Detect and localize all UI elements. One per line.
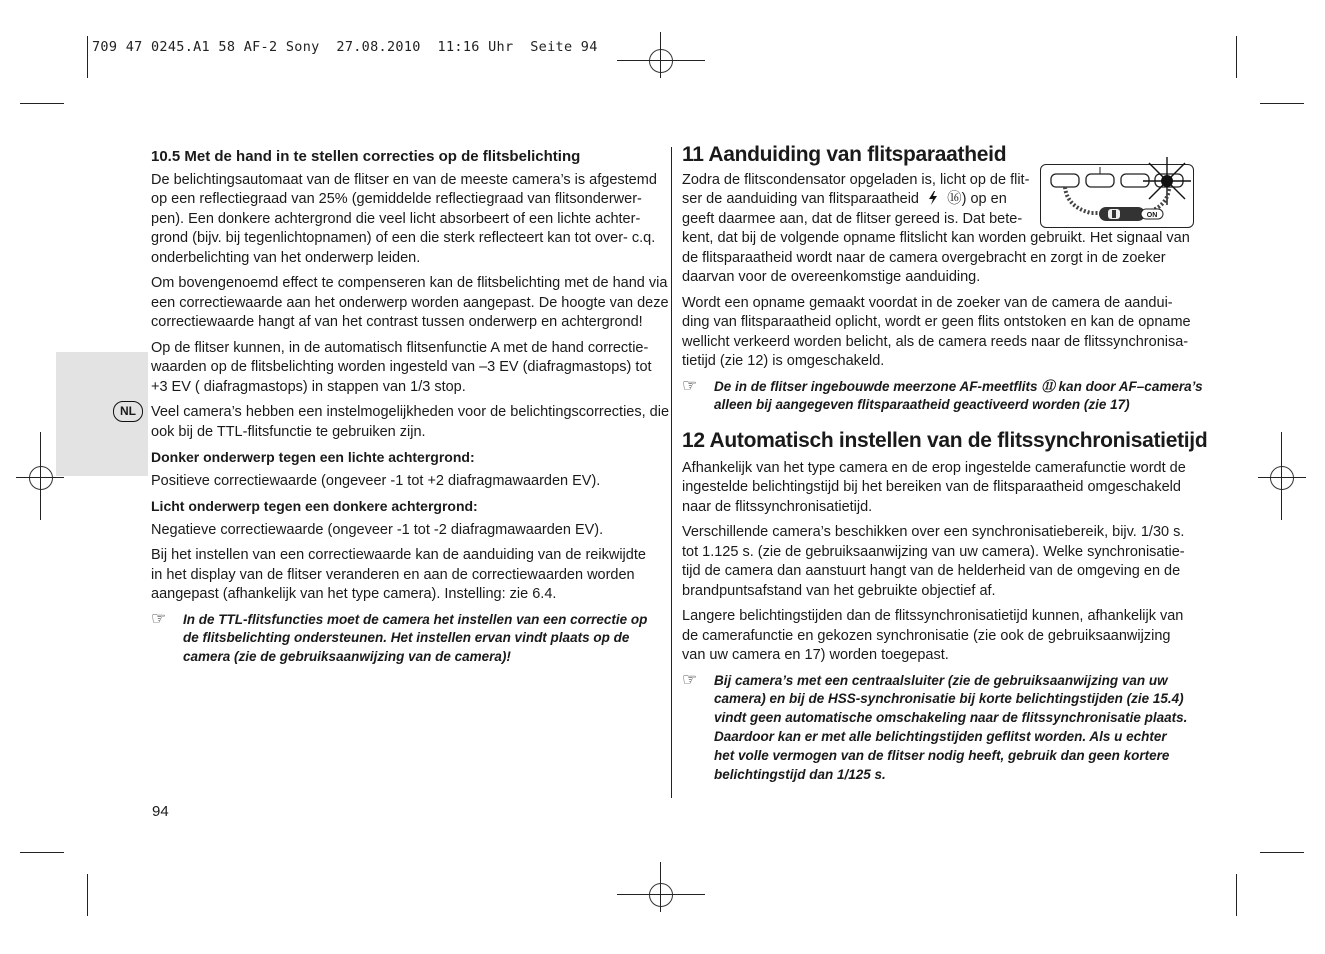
- note-line: Daardoor kan er met alle belichtingstijden geflitst worden. Als u echter: [714, 728, 1167, 744]
- note-line: het volle vermogen van de flitser nodig heeft, gebruik dan geen kortere: [714, 747, 1170, 763]
- text-line: daarvan voor de overeenkomstige aanduiding.: [682, 269, 981, 285]
- left-column: [151, 147, 670, 667]
- paragraph-sync-switch: [682, 459, 1197, 518]
- pointing-hand-icon: ☞: [682, 669, 698, 689]
- label-dark-subject: Donker onderwerp tegen een lichte achtergrond:: [151, 449, 475, 465]
- note-af-flash: [682, 375, 1203, 416]
- label-light-subject: Licht onderwerp tegen een donkere achtergrond:: [151, 498, 478, 514]
- text-line: brandpuntsafstand van het gebruikte objectief af.: [682, 582, 996, 599]
- text-line: op een reflectiegraad van 25% (gemiddelde reflectiegraad van flitsonderwer-: [151, 191, 642, 207]
- text-line: Op de flitser kunnen, in de automatisch flitsenfunctie A met de hand correctie-: [151, 339, 649, 356]
- text-line: de flitsparaatheid wordt naar de camera overgebracht en zorgt in de zoeker: [682, 249, 1166, 266]
- text-fragment: ser de aanduiding van flitsparaatheid: [682, 191, 919, 207]
- text-line: tot 1.125 s. (zie de gebruiksaanwijzing van uw camera). Welke synchronisatie-: [682, 543, 1185, 560]
- section-title-10-5: 10.5 Met de hand in te stellen correcties op de flitsbelichting: [151, 148, 581, 165]
- language-badge: NL: [113, 401, 143, 422]
- note-line: camera) en bij de HSS-synchronisatie bij korte belichtingstijden (zie 15.4): [714, 691, 1184, 707]
- text-line: in het display van de flitser veranderen en aan de correctiewaarden worden: [151, 566, 635, 583]
- text-line: ding van flitsparaatheid oplicht, wordt er geen flits ontstoken en kan de opname: [682, 314, 1191, 330]
- paragraph-camera-correction: [151, 403, 670, 442]
- text-line: naar de flitssynchronisatietijd.: [682, 498, 873, 515]
- flash-bolt-icon: [927, 191, 939, 205]
- paragraph-sync-range: [682, 523, 1197, 601]
- note-line: vindt geen automatische omschakeling naar de flitssynchronisatie plaats.: [714, 710, 1188, 726]
- text-line: ingestelde belichtingstijd bij het bereiken van de flitsparaatheid omgeschakeld: [682, 479, 1181, 496]
- text-fragment: ) op en: [961, 191, 1007, 207]
- pointing-hand-icon: ☞: [151, 608, 167, 628]
- note-ttl: [151, 608, 666, 667]
- text-line: De belichtingsautomaat van de flitser en van de meeste camera’s is afgestemd: [151, 171, 657, 188]
- text-line: Zodra de flitscondensator opgeladen is, licht op de flit-: [682, 171, 1030, 188]
- text-line: wellicht verkeerd worden belicht, als de camera reeds naar de flitssynchronisa-: [682, 333, 1189, 350]
- text-line: correctiewaarde hangt af van het contrast tussen onderwerp en achtergrond!: [151, 314, 643, 330]
- print-slug: 709 47 0245.A1 58 AF-2 Sony 27.08.2010 11:16 Uhr Seite 94: [92, 39, 598, 55]
- column-divider: [671, 147, 672, 798]
- page-number: 94: [152, 803, 169, 820]
- paragraph-flash-ready: [682, 171, 1197, 288]
- text-line: geeft daarmee aan, dat de flitser gereed is. Dat bete-: [682, 210, 1023, 227]
- text-line: ook bij de TTL-flitsfunctie te gebruiken zijn.: [151, 423, 426, 440]
- note-line: camera (zie de gebruiksaanwijzing van de camera)!: [183, 649, 511, 665]
- reference-number: ⑯: [947, 191, 962, 207]
- text-line: onderbelichting van het onderwerp leiden.: [151, 249, 421, 266]
- right-column: [682, 143, 1208, 784]
- paragraph-compensation: [151, 274, 669, 333]
- text-line: Langere belichtingstijden dan de flitssynchronisatietijd kunnen, afhankelijk van: [682, 608, 1184, 625]
- text-line: de camerafunctie en gekozen synchronisatie (zie ook de gebruiksaanwijzing: [682, 627, 1171, 644]
- text-line: een correctiewaarde aan het onderwerp worden aangepast. De hoogte van deze: [151, 294, 669, 311]
- note-line: belichtingstijd dan 1/125 s.: [714, 766, 886, 782]
- text-line: Wordt een opname gemaakt voordat in de zoeker van de camera de aandui-: [682, 294, 1173, 311]
- paragraph-no-flash: [682, 294, 1197, 372]
- paragraph-reflectance: [151, 171, 666, 269]
- text-line: Verschillende camera’s beschikken over een synchronisatiebereik, bijv. 1/30 s.: [682, 524, 1185, 541]
- text-line: kent, dat bij de volgende opname flitslicht kan worden gebruikt. Het signaal van: [682, 230, 1190, 246]
- note-line: alleen bij aangegeven flitsparaatheid geactiveerd worden (zie 17): [714, 397, 1130, 413]
- text-line: pen). Een donkere achtergrond die veel licht absorbeert of een lichte achter-: [151, 210, 641, 227]
- text-line: Veel camera’s hebben een instelmogelijkheden voor de belichtingscorrecties, die: [151, 404, 670, 420]
- note-line: De in de flitser ingebouwde meerzone AF-meetflits ⑪ kan door AF–camera’s: [714, 378, 1203, 394]
- note-central-shutter: [682, 669, 1197, 785]
- text-line: Bij het instellen van een correctiewaarde kan de aanduiding van de reikwijdte: [151, 547, 646, 563]
- text-line: [682, 190, 1197, 210]
- pointing-hand-icon: ☞: [682, 375, 698, 395]
- paragraph-correction-range: [151, 339, 666, 398]
- text-line: +3 EV ( diafragmastops) in stappen van 1/3 stop.: [151, 378, 466, 395]
- note-line: In de TTL-flitsfuncties moet de camera het instellen van een correctie op: [183, 611, 648, 627]
- text-line: aangepast (afhankelijk van het type camera). Instelling: zie 6.4.: [151, 586, 557, 602]
- note-line: de flitsbelichting ondersteunen. Het instellen ervan vindt plaats op de: [183, 630, 630, 646]
- paragraph-positive-correction: Positieve correctiewaarde (ongeveer -1 tot +2 diafragmawaarden EV).: [151, 472, 601, 489]
- paragraph-negative-correction: Negatieve correctiewaarde (ongeveer -1 tot -2 diafragmawaarden EV).: [151, 521, 604, 538]
- text-line: van uw camera en 17) worden toegepast.: [682, 647, 949, 664]
- heading-11: 11 Aanduiding van flitsparaatheid: [682, 143, 1007, 166]
- on-switch-label: ON: [1146, 212, 1158, 219]
- note-line: Bij camera’s met een centraalsluiter (zie de gebruiksaanwijzing van uw: [714, 672, 1168, 688]
- heading-12: 12 Automatisch instellen van de flitssynchronisatietijd: [682, 429, 1208, 453]
- paragraph-longer-times: [682, 607, 1197, 666]
- paragraph-range-display: [151, 546, 666, 605]
- text-line: tijd de camera dan aanstuurt hangt van de helderheid van de omgeving en de: [682, 563, 1181, 580]
- text-line: tietijd (zie 12) is omgeschakeld.: [682, 353, 885, 369]
- text-line: grond (bijv. bij tegenlichtopnamen) of een die sterk reflecteert kan tot over- c.q.: [151, 230, 656, 246]
- text-line: waarden op de flitsbelichting worden ingesteld van –3 EV (diafragmastops) tot: [151, 359, 652, 375]
- text-line: Om bovengenoemd effect te compenseren kan de flitsbelichting met de hand via: [151, 275, 668, 291]
- text-line: Afhankelijk van het type camera en de erop ingestelde camerafunctie wordt de: [682, 459, 1186, 476]
